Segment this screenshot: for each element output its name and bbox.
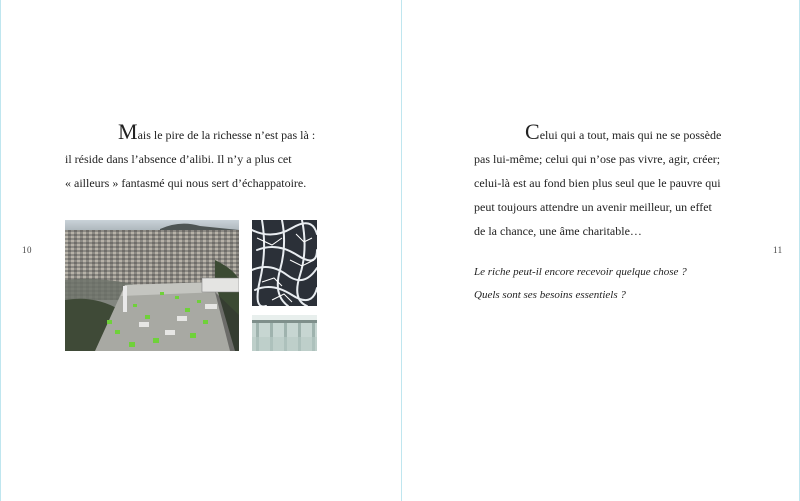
right-paragraph-line-5: de la chance, une âme charitable…: [474, 224, 642, 238]
center-gutter-line: [401, 0, 402, 501]
snow-covered-branches-photo: [252, 220, 317, 306]
left-line-1-text: ais le pire de la richesse n’est pas là :: [137, 128, 316, 142]
question-line-1: Le riche peut-il encore recevoir quelque chose ?: [474, 266, 687, 278]
right-paragraph: [474, 119, 722, 243]
right-paragraph-line-2: pas lui-même; celui qui n’ose pas vivre, agir, créer;: [474, 152, 721, 166]
right-paragraph-line-3: celui-là est au fond bien plus seul que le pauvre qui: [474, 176, 721, 190]
right-page: [402, 0, 800, 501]
left-drop-cap: M: [118, 119, 138, 144]
city-terrace-view-photo: [65, 220, 239, 351]
right-page-number: 11: [773, 245, 783, 255]
glass-railing-reflection-photo: [252, 315, 317, 351]
left-page-number: 10: [22, 245, 32, 255]
left-paragraph-line-1: [65, 119, 316, 147]
right-paragraph-line-1: [474, 119, 722, 147]
italic-questions: [474, 261, 687, 307]
question-line-2: Quels sont ses besoins essentiels ?: [474, 289, 626, 301]
right-drop-cap: C: [525, 119, 540, 144]
left-paragraph-line-2: il réside dans l’absence d’alibi. Il n’y a plus cet: [65, 152, 292, 166]
left-paragraph: [65, 119, 316, 195]
right-paragraph-line-4: peut toujours attendre un avenir meilleur, un effet: [474, 200, 712, 214]
right-line-1-text: elui qui a tout, mais qui ne se possède: [539, 128, 722, 142]
left-paragraph-line-3: « ailleurs » fantasmé qui nous sert d’échappatoire.: [65, 176, 307, 190]
left-page-edge: [0, 0, 1, 501]
